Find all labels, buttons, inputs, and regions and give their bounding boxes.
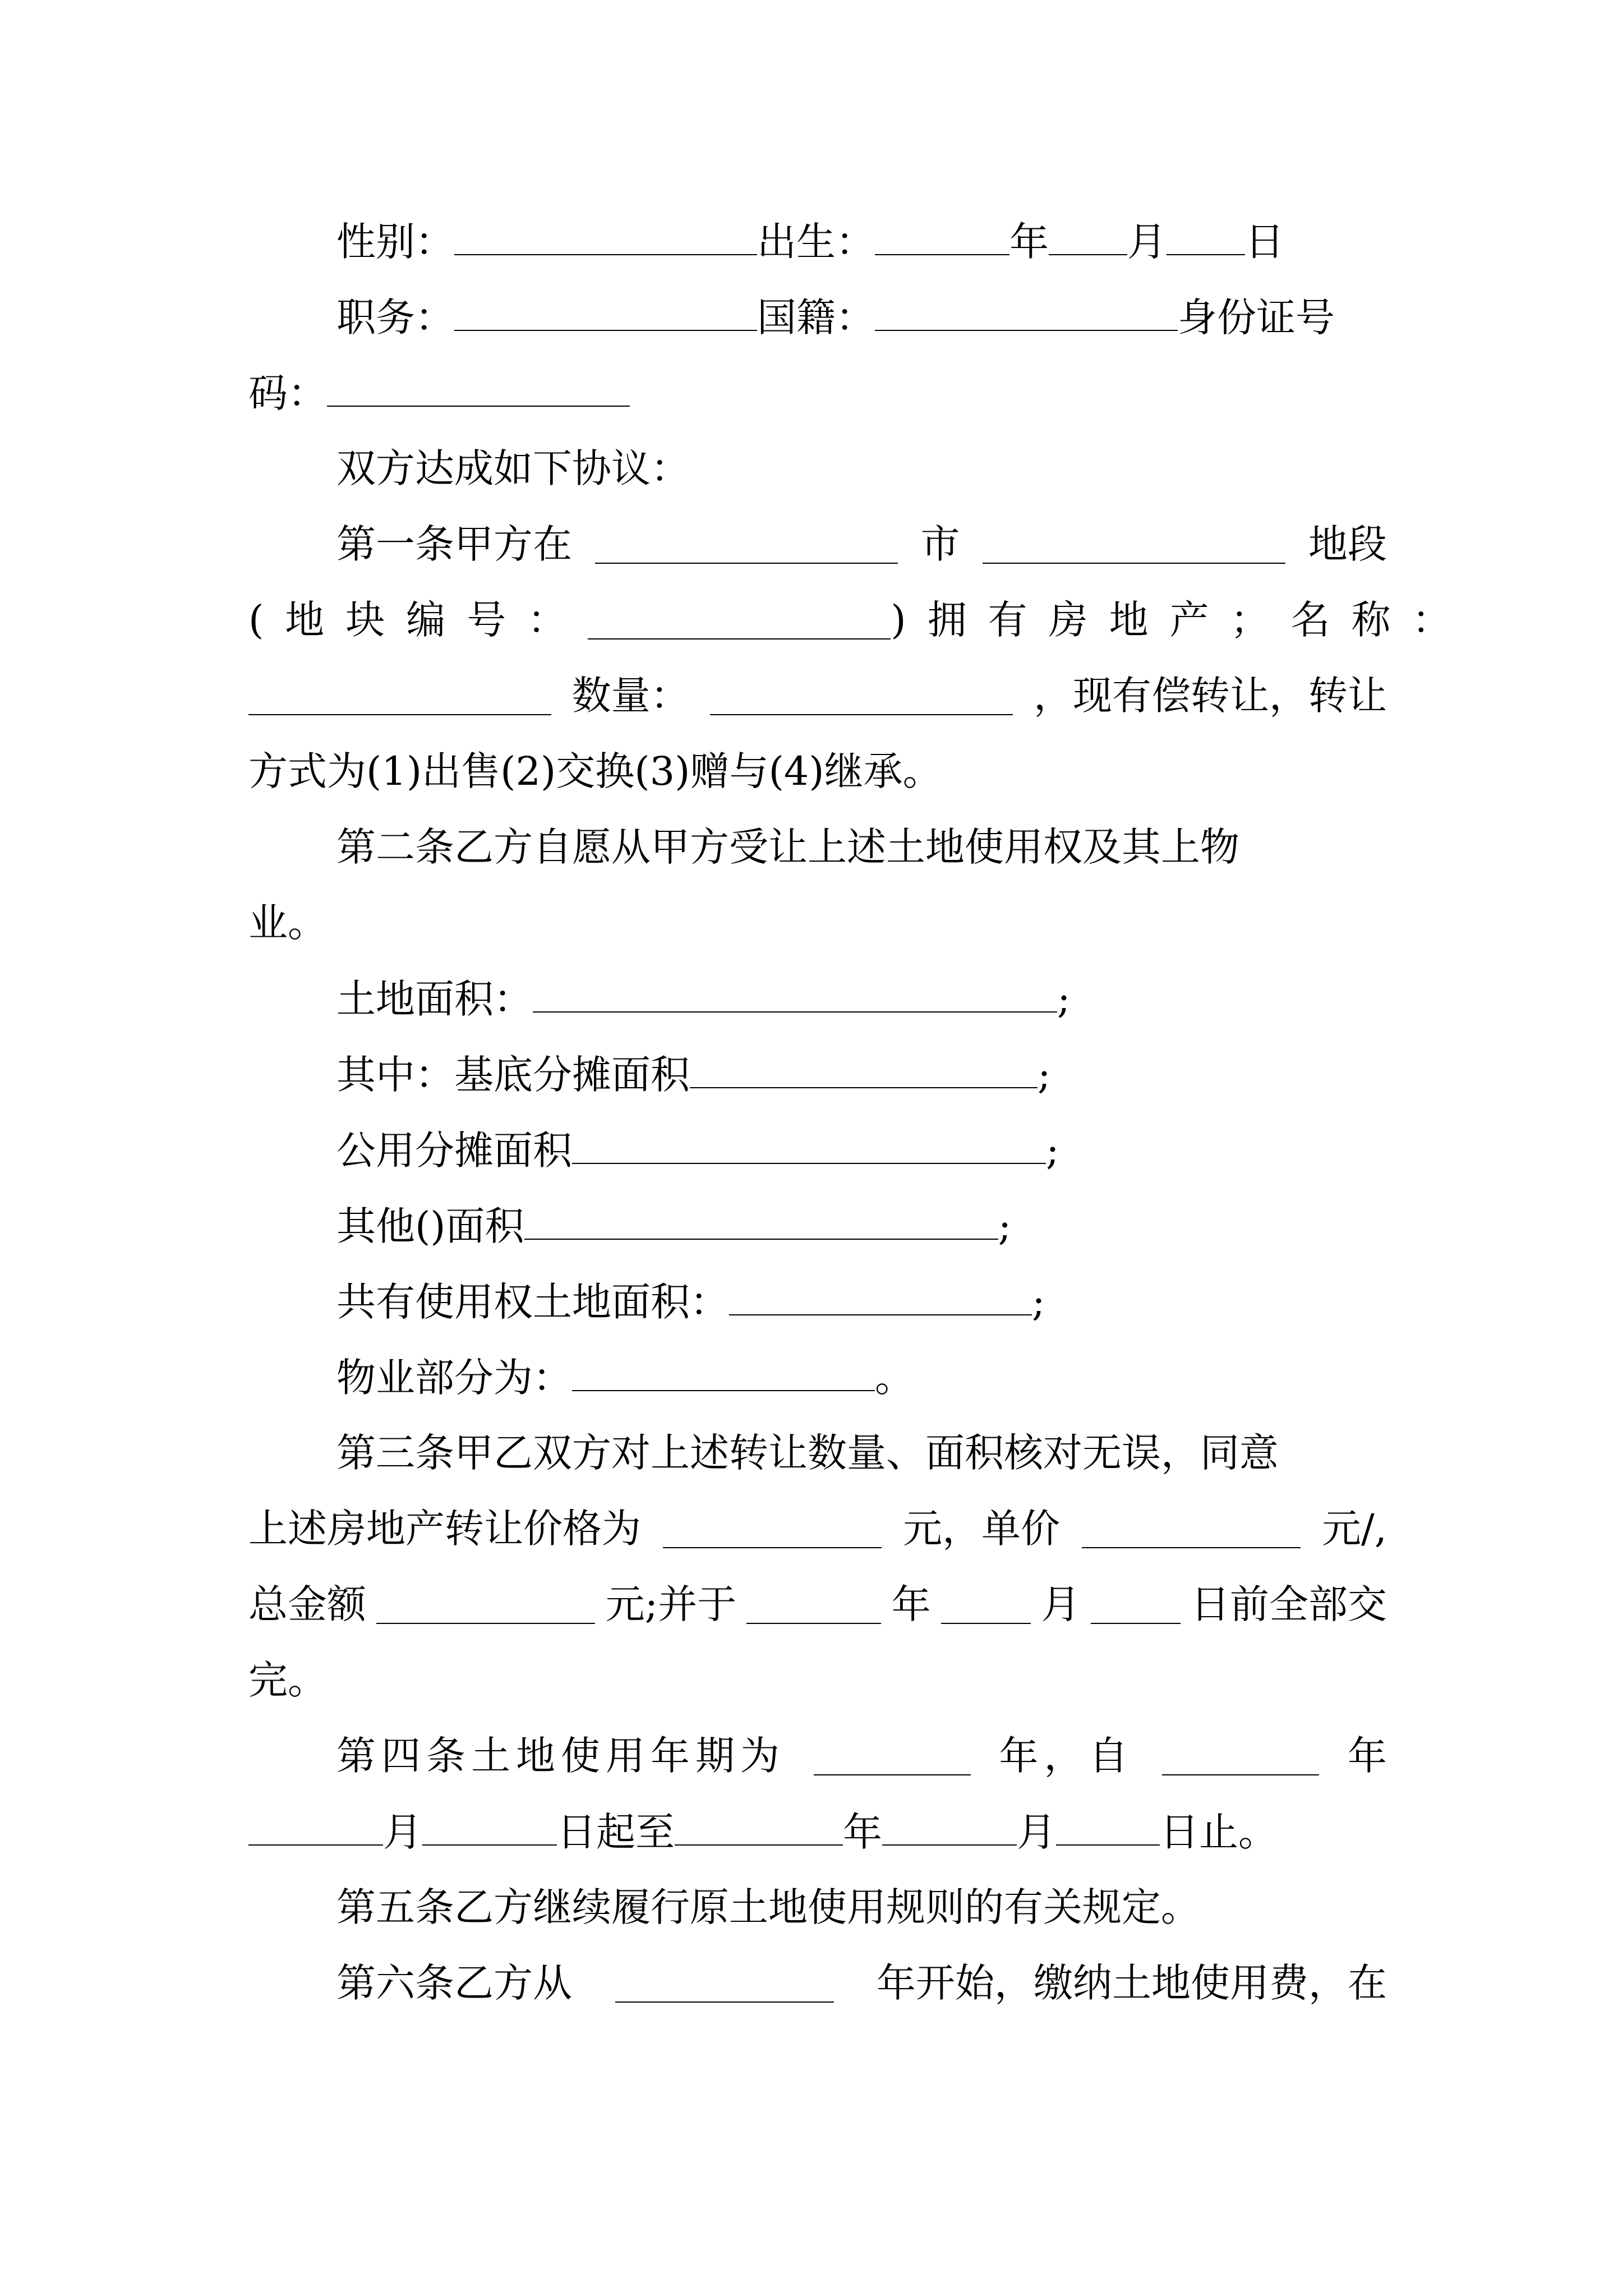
art1-text-transfer: ，现有偿转让，转让 <box>1033 673 1387 719</box>
shared-area-blank <box>729 1282 1032 1315</box>
art1-text-section: 地段 <box>1308 521 1387 567</box>
to-day-blank <box>1056 1812 1160 1846</box>
birth-day-blank <box>1166 222 1245 255</box>
property-part-line <box>336 1355 1387 1401</box>
article-4-line-1 <box>336 1733 1387 1779</box>
art4-text-end: 日止。 <box>1160 1809 1278 1855</box>
unit-price-blank <box>1082 1515 1301 1548</box>
land-area-semicolon: ; <box>1057 976 1071 1022</box>
art3-text-month: 月 <box>1041 1581 1081 1627</box>
public-area-semicolon: ; <box>1046 1128 1059 1174</box>
gender-birth-line <box>336 219 1387 265</box>
plot-number-blank <box>588 606 891 639</box>
pay-month-blank <box>941 1590 1031 1624</box>
other-area-label: 其他()面积 <box>336 1203 524 1249</box>
birth-year-blank <box>875 222 1009 255</box>
art4-text-until: 日起至 <box>557 1809 675 1855</box>
from-day-blank <box>422 1812 557 1846</box>
article-3-line-3 <box>248 1581 1387 1627</box>
article-3-line-1: 第三条甲乙双方对上述转让数量、面积核对无误，同意 <box>336 1430 1279 1476</box>
art3-text-year: 年 <box>891 1581 931 1627</box>
art4-text-from: 年，自 <box>999 1733 1134 1779</box>
other-area-line <box>336 1203 1387 1249</box>
base-area-blank <box>690 1055 1038 1088</box>
public-area-label: 公用分摊面积 <box>336 1128 572 1174</box>
other-area-semicolon: ; <box>998 1203 1012 1249</box>
quantity-blank <box>710 682 1013 715</box>
other-area-blank <box>524 1206 998 1240</box>
pay-year-blank <box>746 1590 881 1624</box>
shared-area-label: 共有使用权土地面积： <box>336 1279 729 1325</box>
city-blank <box>595 530 898 564</box>
art4-text-year: 年 <box>1348 1733 1387 1779</box>
gender-label: 性别： <box>336 219 454 265</box>
gender-blank <box>454 222 757 255</box>
id-number-blank <box>327 373 630 407</box>
term-years-blank <box>814 1742 971 1775</box>
nationality-blank <box>875 297 1178 331</box>
position-nationality-line <box>336 295 1387 341</box>
art6-text-from: 第六条乙方从 <box>336 1960 572 2006</box>
base-area-label: 其中：基底分摊面积 <box>336 1052 690 1098</box>
art1-text-city: 市 <box>920 521 960 567</box>
day-text: 日 <box>1245 219 1284 265</box>
base-area-semicolon: ; <box>1038 1052 1051 1098</box>
position-label: 职务： <box>336 295 454 341</box>
art1-text-plot: (地块编号： <box>248 597 588 643</box>
nationality-label: 国籍： <box>757 295 875 341</box>
art3-text-unit: 元，单价 <box>903 1506 1061 1552</box>
art4-text-to-year: 年 <box>843 1809 882 1855</box>
art3-text-before: 元;并于 <box>605 1581 737 1627</box>
property-part-label: 物业部分为： <box>336 1355 572 1401</box>
article-5: 第五条乙方继续履行原土地使用规则的有关规定。 <box>336 1884 1200 1930</box>
land-area-label: 土地面积： <box>336 976 533 1022</box>
price-blank <box>663 1515 882 1548</box>
art1-text-name: )拥有房地产；名称： <box>891 597 1473 643</box>
art6-text-fee: 年开始，缴纳土地使用费，在 <box>877 1960 1387 2006</box>
base-area-line <box>336 1052 1387 1098</box>
art3-text-total: 总金额 <box>248 1581 366 1627</box>
art4-text-month: 月 <box>383 1809 422 1855</box>
agreement-intro: 双方达成如下协议： <box>336 445 690 491</box>
birth-label: 出生： <box>757 219 875 265</box>
article-6-line-1 <box>336 1960 1387 2006</box>
shared-area-line <box>336 1279 1387 1325</box>
id-label-part1: 身份证号 <box>1178 295 1335 341</box>
art3-text-yuan: 元/, <box>1322 1506 1387 1552</box>
article-1-line-3 <box>248 673 1387 719</box>
art4-text-to-month: 月 <box>1017 1809 1056 1855</box>
section-blank <box>983 530 1285 564</box>
position-blank <box>454 297 757 331</box>
property-part-blank <box>572 1358 875 1391</box>
land-area-blank <box>533 979 1057 1013</box>
land-area-line <box>336 976 1387 1022</box>
article-1-line-1 <box>336 521 1387 567</box>
article-4-line-2 <box>248 1809 1387 1855</box>
article-3-line-4: 完。 <box>248 1657 327 1703</box>
article-3-line-2 <box>248 1506 1387 1552</box>
public-area-blank <box>572 1130 1046 1164</box>
art1-text-a: 第一条甲方在 <box>336 521 572 567</box>
art4-text-term: 第四条土地使用年期为 <box>336 1733 785 1779</box>
fee-start-year-blank <box>615 1969 834 2003</box>
art1-text-quantity: 数量： <box>571 673 690 719</box>
property-part-period: 。 <box>875 1355 914 1401</box>
id-label-part2: 码： <box>248 370 327 416</box>
public-area-line <box>336 1128 1387 1174</box>
total-blank <box>376 1590 595 1624</box>
from-month-blank <box>248 1812 383 1846</box>
name-blank <box>248 682 551 715</box>
to-year-blank <box>675 1812 843 1846</box>
pay-day-blank <box>1091 1590 1181 1624</box>
year-text: 年 <box>1009 219 1049 265</box>
shared-area-semicolon: ; <box>1032 1279 1045 1325</box>
article-2-line-1: 第二条乙方自愿从甲方受让上述土地使用权及其上物 <box>336 824 1239 870</box>
to-month-blank <box>882 1812 1017 1846</box>
art3-text-day: 日前全部交 <box>1190 1581 1387 1627</box>
article-1-line-2 <box>248 597 1473 643</box>
month-text: 月 <box>1127 219 1166 265</box>
art3-text-price: 上述房地产转让价格为 <box>248 1506 641 1552</box>
article-2-line-2: 业。 <box>248 900 327 946</box>
from-year-blank <box>1162 1742 1319 1775</box>
birth-month-blank <box>1049 222 1127 255</box>
id-number-line <box>248 370 1387 416</box>
article-1-line-4: 方式为(1)出售(2)交换(3)赠与(4)继承。 <box>248 748 942 794</box>
